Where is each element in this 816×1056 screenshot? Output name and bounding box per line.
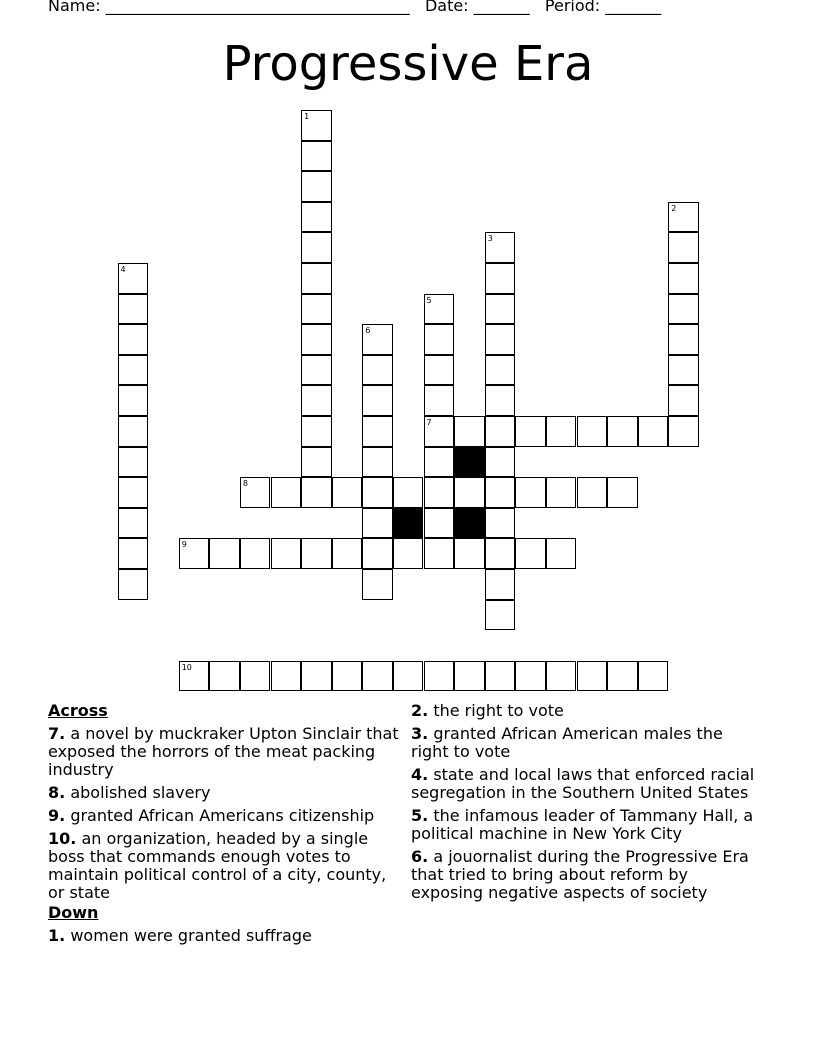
grid-cell[interactable] xyxy=(301,661,332,692)
clue-text: women were granted suffrage xyxy=(70,926,312,945)
cell-number: 1 xyxy=(304,112,310,121)
grid-cell[interactable] xyxy=(485,385,516,416)
grid-cell[interactable] xyxy=(607,661,638,692)
grid-cell[interactable] xyxy=(668,355,699,386)
clue-down-3 xyxy=(411,725,761,761)
grid-cell[interactable] xyxy=(301,385,332,416)
grid-cell[interactable] xyxy=(546,538,577,569)
grid-cell[interactable] xyxy=(546,477,577,508)
grid-cell[interactable] xyxy=(424,477,455,508)
grid-cell[interactable] xyxy=(485,294,516,325)
grid-cell[interactable] xyxy=(485,508,516,539)
grid-cell[interactable] xyxy=(393,661,424,692)
grid-cell[interactable] xyxy=(424,416,455,447)
grid-cell[interactable] xyxy=(118,324,149,355)
grid-cell[interactable] xyxy=(209,538,240,569)
clue-text: the right to vote xyxy=(433,701,564,720)
grid-cell[interactable] xyxy=(118,385,149,416)
grid-cell[interactable] xyxy=(301,171,332,202)
cell-number: 6 xyxy=(365,326,371,336)
student-info-line: Name: ______________________________________ Date: _______ Period: _______ xyxy=(48,0,662,15)
grid-cell[interactable] xyxy=(301,324,332,355)
grid-cell[interactable] xyxy=(362,447,393,478)
grid-cell[interactable] xyxy=(118,569,149,600)
black-square xyxy=(454,447,485,478)
clue-text: the infamous leader of Tammany Hall, a political machine in New York City xyxy=(411,806,754,843)
grid-cell[interactable] xyxy=(362,661,393,692)
clue-across-9 xyxy=(48,807,403,825)
grid-cell[interactable] xyxy=(607,477,638,508)
grid-cell[interactable] xyxy=(485,263,516,294)
across-heading: Across xyxy=(48,701,108,720)
clue-down-4 xyxy=(411,766,761,802)
grid-cell[interactable] xyxy=(362,508,393,539)
grid-cell[interactable] xyxy=(515,538,546,569)
cell-number: 5 xyxy=(426,295,432,305)
grid-cell[interactable] xyxy=(515,661,546,692)
grid-cell[interactable] xyxy=(301,447,332,478)
clue-across-8 xyxy=(48,784,403,802)
grid-cell[interactable] xyxy=(424,385,455,416)
clue-number: 8. xyxy=(48,783,66,802)
grid-cell[interactable] xyxy=(485,447,516,478)
grid-cell[interactable] xyxy=(118,416,149,447)
grid-cell[interactable] xyxy=(271,661,302,692)
grid-cell[interactable] xyxy=(454,416,485,447)
grid-cell[interactable] xyxy=(118,477,149,508)
grid-cell[interactable] xyxy=(179,538,210,569)
clue-down-2 xyxy=(411,702,761,720)
clue-text: granted African American males the right to vote xyxy=(411,724,723,761)
grid-cell[interactable] xyxy=(362,416,393,447)
grid-cell[interactable] xyxy=(668,263,699,294)
clue-text: granted African Americans citizenship xyxy=(70,806,375,825)
grid-cell[interactable] xyxy=(301,416,332,447)
cell-number: 10 xyxy=(181,662,192,672)
grid-cell[interactable] xyxy=(638,661,669,692)
clue-number: 1. xyxy=(48,926,66,945)
grid-cell[interactable] xyxy=(668,294,699,325)
cell-number: 7 xyxy=(426,418,432,427)
clue-text: abolished slavery xyxy=(70,783,211,802)
grid-cell[interactable] xyxy=(301,294,332,325)
grid-cell[interactable] xyxy=(668,416,699,447)
clue-text: a novel by muckraker Upton Sinclair that exposed the horrors of the meat packing industry xyxy=(48,724,399,779)
grid-cell[interactable] xyxy=(485,232,516,263)
grid-cell[interactable] xyxy=(485,661,516,692)
clue-number: 5. xyxy=(411,806,429,825)
grid-cell[interactable] xyxy=(301,141,332,172)
grid-cell[interactable] xyxy=(546,661,577,692)
grid-cell[interactable] xyxy=(485,569,516,600)
grid-cell[interactable] xyxy=(301,538,332,569)
grid-cell[interactable] xyxy=(668,232,699,263)
grid-cell[interactable] xyxy=(515,477,546,508)
grid-cell[interactable] xyxy=(454,538,485,569)
black-square xyxy=(393,508,424,539)
grid-cell[interactable] xyxy=(332,661,363,692)
grid-cell[interactable] xyxy=(301,477,332,508)
grid-cell[interactable] xyxy=(393,538,424,569)
grid-cell[interactable] xyxy=(577,661,608,692)
grid-cell[interactable] xyxy=(301,110,332,141)
cell-number: 8 xyxy=(242,479,248,489)
cell-number: 4 xyxy=(120,265,126,274)
cell-number: 9 xyxy=(181,540,187,550)
grid-cell[interactable] xyxy=(668,324,699,355)
grid-cell[interactable] xyxy=(424,355,455,386)
clue-across-7 xyxy=(48,725,403,779)
grid-cell[interactable] xyxy=(424,508,455,539)
grid-cell[interactable] xyxy=(271,538,302,569)
grid-cell[interactable] xyxy=(118,294,149,325)
grid-cell[interactable] xyxy=(362,538,393,569)
clue-text: a jouornalist during the Progressive Era that tried to bring about reform by exposing negative aspects of society xyxy=(411,847,749,902)
clue-across-10 xyxy=(48,830,403,902)
grid-cell[interactable] xyxy=(577,477,608,508)
clue-number: 4. xyxy=(411,765,429,784)
grid-cell[interactable] xyxy=(485,355,516,386)
grid-cell[interactable] xyxy=(485,600,516,631)
clue-number: 3. xyxy=(411,724,429,743)
grid-cell[interactable] xyxy=(393,477,424,508)
grid-cell[interactable] xyxy=(546,416,577,447)
grid-cell[interactable] xyxy=(301,355,332,386)
page-title: Progressive Era xyxy=(222,36,594,92)
grid-cell[interactable] xyxy=(301,202,332,233)
grid-cell[interactable] xyxy=(485,477,516,508)
grid-cell[interactable] xyxy=(301,263,332,294)
clue-number: 6. xyxy=(411,847,429,866)
grid-cell[interactable] xyxy=(271,477,302,508)
grid-cell[interactable] xyxy=(668,202,699,233)
grid-cell[interactable] xyxy=(424,324,455,355)
clue-down-1 xyxy=(48,927,403,945)
grid-cell[interactable] xyxy=(362,355,393,386)
grid-cell[interactable] xyxy=(209,661,240,692)
grid-cell[interactable] xyxy=(332,477,363,508)
grid-cell[interactable] xyxy=(362,324,393,355)
grid-cell[interactable] xyxy=(454,477,485,508)
grid-cell[interactable] xyxy=(485,538,516,569)
clue-number: 9. xyxy=(48,806,66,825)
grid-cell[interactable] xyxy=(301,232,332,263)
grid-cell[interactable] xyxy=(332,538,363,569)
grid-cell[interactable] xyxy=(118,508,149,539)
clue-number: 2. xyxy=(411,701,429,720)
grid-cell[interactable] xyxy=(118,538,149,569)
grid-cell[interactable] xyxy=(362,477,393,508)
grid-cell[interactable] xyxy=(362,569,393,600)
clue-text: an organization, headed by a single boss that commands enough votes to maintain political control of a city, county, or state xyxy=(48,829,387,902)
clue-down-6 xyxy=(411,848,761,902)
grid-cell[interactable] xyxy=(424,538,455,569)
grid-cell[interactable] xyxy=(240,477,271,508)
grid-cell[interactable] xyxy=(118,447,149,478)
grid-cell[interactable] xyxy=(240,661,271,692)
cell-number: 3 xyxy=(487,234,493,244)
down-heading: Down xyxy=(48,903,99,922)
grid-cell[interactable] xyxy=(240,538,271,569)
clue-number: 7. xyxy=(48,724,66,743)
grid-cell[interactable] xyxy=(577,416,608,447)
grid-cell[interactable] xyxy=(668,385,699,416)
grid-cell[interactable] xyxy=(638,416,669,447)
grid-cell[interactable] xyxy=(424,661,455,692)
grid-cell[interactable] xyxy=(607,416,638,447)
grid-cell[interactable] xyxy=(179,661,210,692)
grid-cell[interactable] xyxy=(454,661,485,692)
cell-number: 2 xyxy=(671,203,677,213)
grid-cell[interactable] xyxy=(362,385,393,416)
grid-cell[interactable] xyxy=(118,355,149,386)
grid-cell[interactable] xyxy=(424,294,455,325)
grid-cell[interactable] xyxy=(515,416,546,447)
clues-left-column xyxy=(48,700,403,945)
grid-cell[interactable] xyxy=(118,263,149,294)
grid-cell[interactable] xyxy=(485,416,516,447)
clues-right-column xyxy=(411,700,761,902)
grid-cell[interactable] xyxy=(424,447,455,478)
clue-number: 10. xyxy=(48,829,77,848)
grid-cell[interactable] xyxy=(485,324,516,355)
clue-down-5 xyxy=(411,807,761,843)
black-square xyxy=(454,508,485,539)
clue-text: state and local laws that enforced racial segregation in the Southern United States xyxy=(411,765,755,802)
